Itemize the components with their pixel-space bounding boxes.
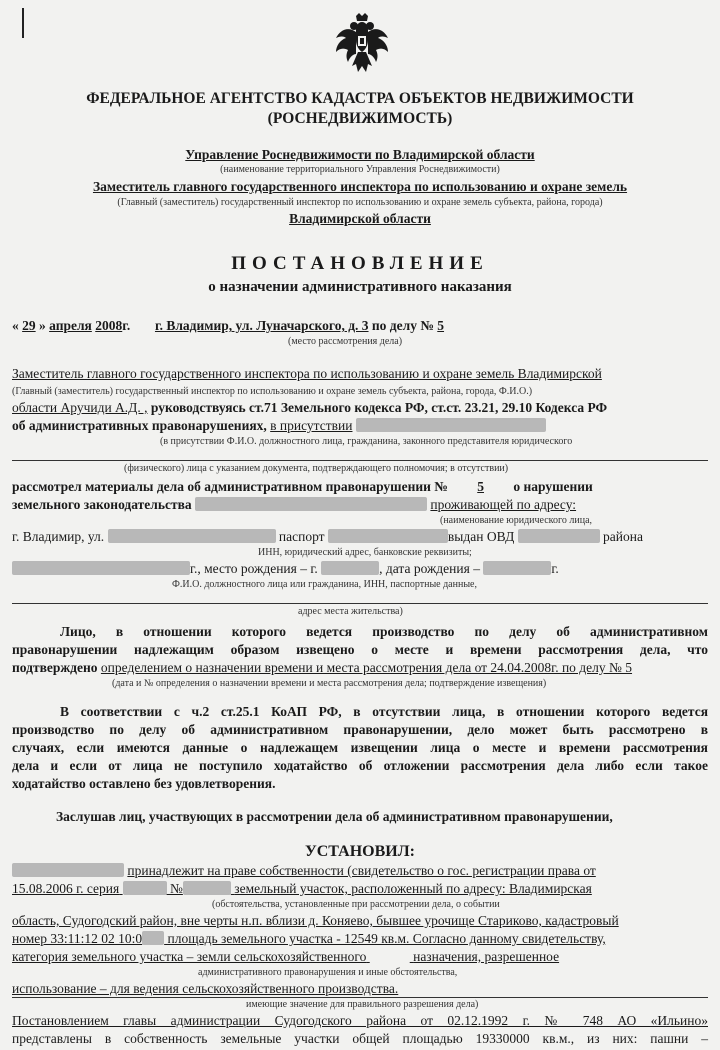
code-reference: об административных правонарушениях, [12, 418, 267, 433]
violator-line [12, 497, 576, 513]
absence-paragraph-line: случаях, если имеются данные о надлежащем извещении лица о месте и времени рассмотрения [12, 740, 708, 755]
established-line [12, 881, 592, 897]
case-review-text: рассмотрел материалы дела об административном правонарушении № [12, 479, 448, 494]
circumstances-caption-3: имеющие значение для правильного разрешения дела) [246, 999, 479, 1010]
redaction [356, 418, 546, 432]
absence-paragraph-line: дела и если от лица не поступило ходатайство об отложении рассмотрения дела либо если такое [12, 758, 708, 773]
case-review-line [12, 479, 593, 495]
notice-paragraph-line: правонарушении надлежащим образом извещено о месте и времени рассмотрения дела, что [12, 642, 708, 657]
absence-paragraph-line: В соответствии с ч.2 ст.25.1 КоАП РФ, в отсутствии лица, в отношении которого ведется [60, 704, 708, 719]
established-line [12, 863, 596, 879]
blank-rule [12, 460, 708, 461]
coat-of-arms-icon [332, 12, 392, 76]
case-review-number: 5 [477, 479, 484, 494]
presence-caption-2: (физического) лица с указанием документа, подтверждающего полномочия; в отсутствии) [124, 463, 509, 474]
land-law-label: земельного законодательства [12, 497, 192, 512]
established-line [12, 931, 606, 947]
case-number: 5 [437, 318, 445, 333]
redaction [483, 561, 551, 575]
established-heading: УСТАНОВИЛ: [305, 843, 415, 860]
date-year: 2008 [95, 318, 123, 333]
document-subtitle: о назначении административного наказания [208, 279, 512, 295]
address-line [12, 529, 643, 545]
date-month: апреля [49, 318, 92, 333]
authority-line [12, 400, 607, 416]
certificate-date: 15.08.2006 г. серия [12, 881, 120, 896]
case-prefix: по делу № [371, 318, 434, 333]
presence-label: в присутствии [270, 418, 353, 433]
passport-label: паспорт [278, 529, 325, 544]
place-caption: (место рассмотрения дела) [288, 336, 403, 347]
determination-caption: (дата и № определения о назначении времени и места рассмотрения дела; подтверждение извещения) [112, 678, 547, 689]
violation-label: о нарушении [513, 479, 593, 494]
presence-line [12, 418, 546, 434]
confirmed-label: подтверждено [12, 660, 98, 675]
circumstances-caption-2: административного правонарушения и иные обстоятельства, [198, 967, 458, 978]
hearing-paragraph: Заслушав лиц, участвующих в рассмотрении дела об административном правонарушении, [56, 809, 613, 824]
redaction [321, 561, 379, 575]
address-street: г. Владимир, ул. [12, 529, 105, 544]
agency-name: ФЕДЕРАЛЬНОЕ АГЕНТСТВО КАДАСТРА ОБЪЕКТОВ НЕДВИЖИМОСТИ [86, 90, 634, 107]
date-day: 29 [22, 318, 36, 333]
established-line: представлены в собственность земельные участки общей площадью 19330000 кв.м., из них: пашни – [12, 1031, 708, 1046]
plot-location-text: земельный участок, расположенный по адресу: Владимирская [234, 881, 592, 896]
presence-caption: (в присутствии Ф.И.О. должностного лица, гражданина, законного представителя юридического [160, 436, 573, 447]
notice-paragraph-line [12, 660, 632, 676]
date-close-quote: » [39, 318, 46, 333]
redaction [12, 561, 190, 575]
established-line: использование – для ведения сельскохозяйственного производства. [12, 981, 399, 996]
birth-line [12, 561, 559, 577]
certificate-number-label: № [169, 881, 183, 896]
redaction [123, 881, 167, 895]
blank-rule [12, 997, 708, 998]
notice-paragraph-line: Лицо, в отношении которого ведется производство по делу об административном [60, 624, 708, 639]
inspector-line: Заместитель главного государственного инспектора по использованию и охране земель Владимирской [12, 366, 602, 381]
legal-basis: руководствуясь ст.71 Земельного кодекса РФ, ст.ст. 23.21, 29.10 Кодекса РФ [150, 400, 608, 415]
redaction [142, 931, 164, 945]
redaction [12, 863, 124, 877]
ownership-text: принадлежит на праве собственности (свидетельство о гос. регистрации права от [127, 863, 596, 878]
department-name: Управление Роснедвижимости по Владимирской области [185, 147, 535, 162]
absence-paragraph-line: производство по делу об административном правонарушении, дело может быть рассмотрено в [12, 722, 708, 737]
entity-caption: (наименование юридического лица, [440, 515, 593, 526]
redaction [195, 497, 427, 511]
requisites-caption: ИНН, юридический адрес, банковские реквизиты; [258, 547, 472, 558]
date-year-suffix: г. [122, 318, 131, 333]
absence-paragraph-line: ходатайство оставлено без удовлетворения. [12, 776, 276, 791]
redaction [518, 529, 600, 543]
birthplace-label: г., место рождения – г. [190, 561, 318, 576]
established-line [12, 949, 559, 965]
inspector-caption: (Главный (заместитель) государственный инспектор по использованию и охране земель субъекта, района, города) [117, 197, 603, 208]
land-purpose-text: назначения, разрешенное [413, 949, 560, 964]
redaction [328, 529, 448, 543]
established-line: Постановлением главы администрации Судогодского района от 02.12.1992 г. № 748 АО «Ильино» [12, 1013, 708, 1028]
place: г. Владимир, ул. Луначарского, д. 3 [154, 318, 369, 333]
date-open-quote: « [12, 318, 19, 333]
residence-label: проживающей по адресу: [430, 497, 577, 512]
plot-area-text: площадь земельного участка - 12549 кв.м. Согласно данному свидетельству, [167, 931, 606, 946]
blank-rule [12, 603, 708, 604]
established-line: область, Судогодский район, вне черты н.п. вблизи д. Коняево, бывшее урочище Стариково, кадастровый [12, 913, 619, 928]
inspector-title: Заместитель главного государственного инспектора по использованию и охране земель [92, 179, 628, 194]
determination-reference: определением о назначении времени и места рассмотрения дела от 24.04.2008г. по делу № 5 [100, 660, 633, 675]
cadastral-number: номер 33:11:12 02 10:0 [12, 931, 143, 946]
region-name: Владимирской области [289, 211, 431, 226]
department-caption: (наименование территориального Управления Роснедвижимости) [220, 164, 500, 175]
issued-by-label: выдан ОВД [447, 529, 515, 544]
agency-abbreviation: (РОСНЕДВИЖИМОСТЬ) [267, 110, 453, 127]
birthdate-label: , дата рождения – [379, 561, 480, 576]
residence-caption: адрес места жительства) [298, 606, 403, 617]
land-category-text: категория земельного участка – земли сельскохозяйственного [12, 949, 367, 964]
district-label: района [603, 529, 643, 544]
redaction [108, 529, 276, 543]
document-title: ПОСТАНОВЛЕНИЕ [231, 253, 489, 274]
inspector-line-caption: (Главный (заместитель) государственный инспектор по использованию и охране земель субъекта, района, города, Ф.И.О.) [12, 386, 533, 397]
inspector-name: области Аручиди А.Д. , [12, 400, 148, 415]
margin-mark [22, 8, 24, 38]
redaction [183, 881, 231, 895]
circumstances-caption: (обстоятельства, установленные при рассмотрении дела, о событии [212, 899, 500, 910]
personal-data-caption: Ф.И.О. должностного лица или гражданина, ИНН, паспортные данные, [172, 579, 477, 590]
birthdate-suffix: г. [551, 561, 559, 576]
dateline [12, 318, 444, 334]
